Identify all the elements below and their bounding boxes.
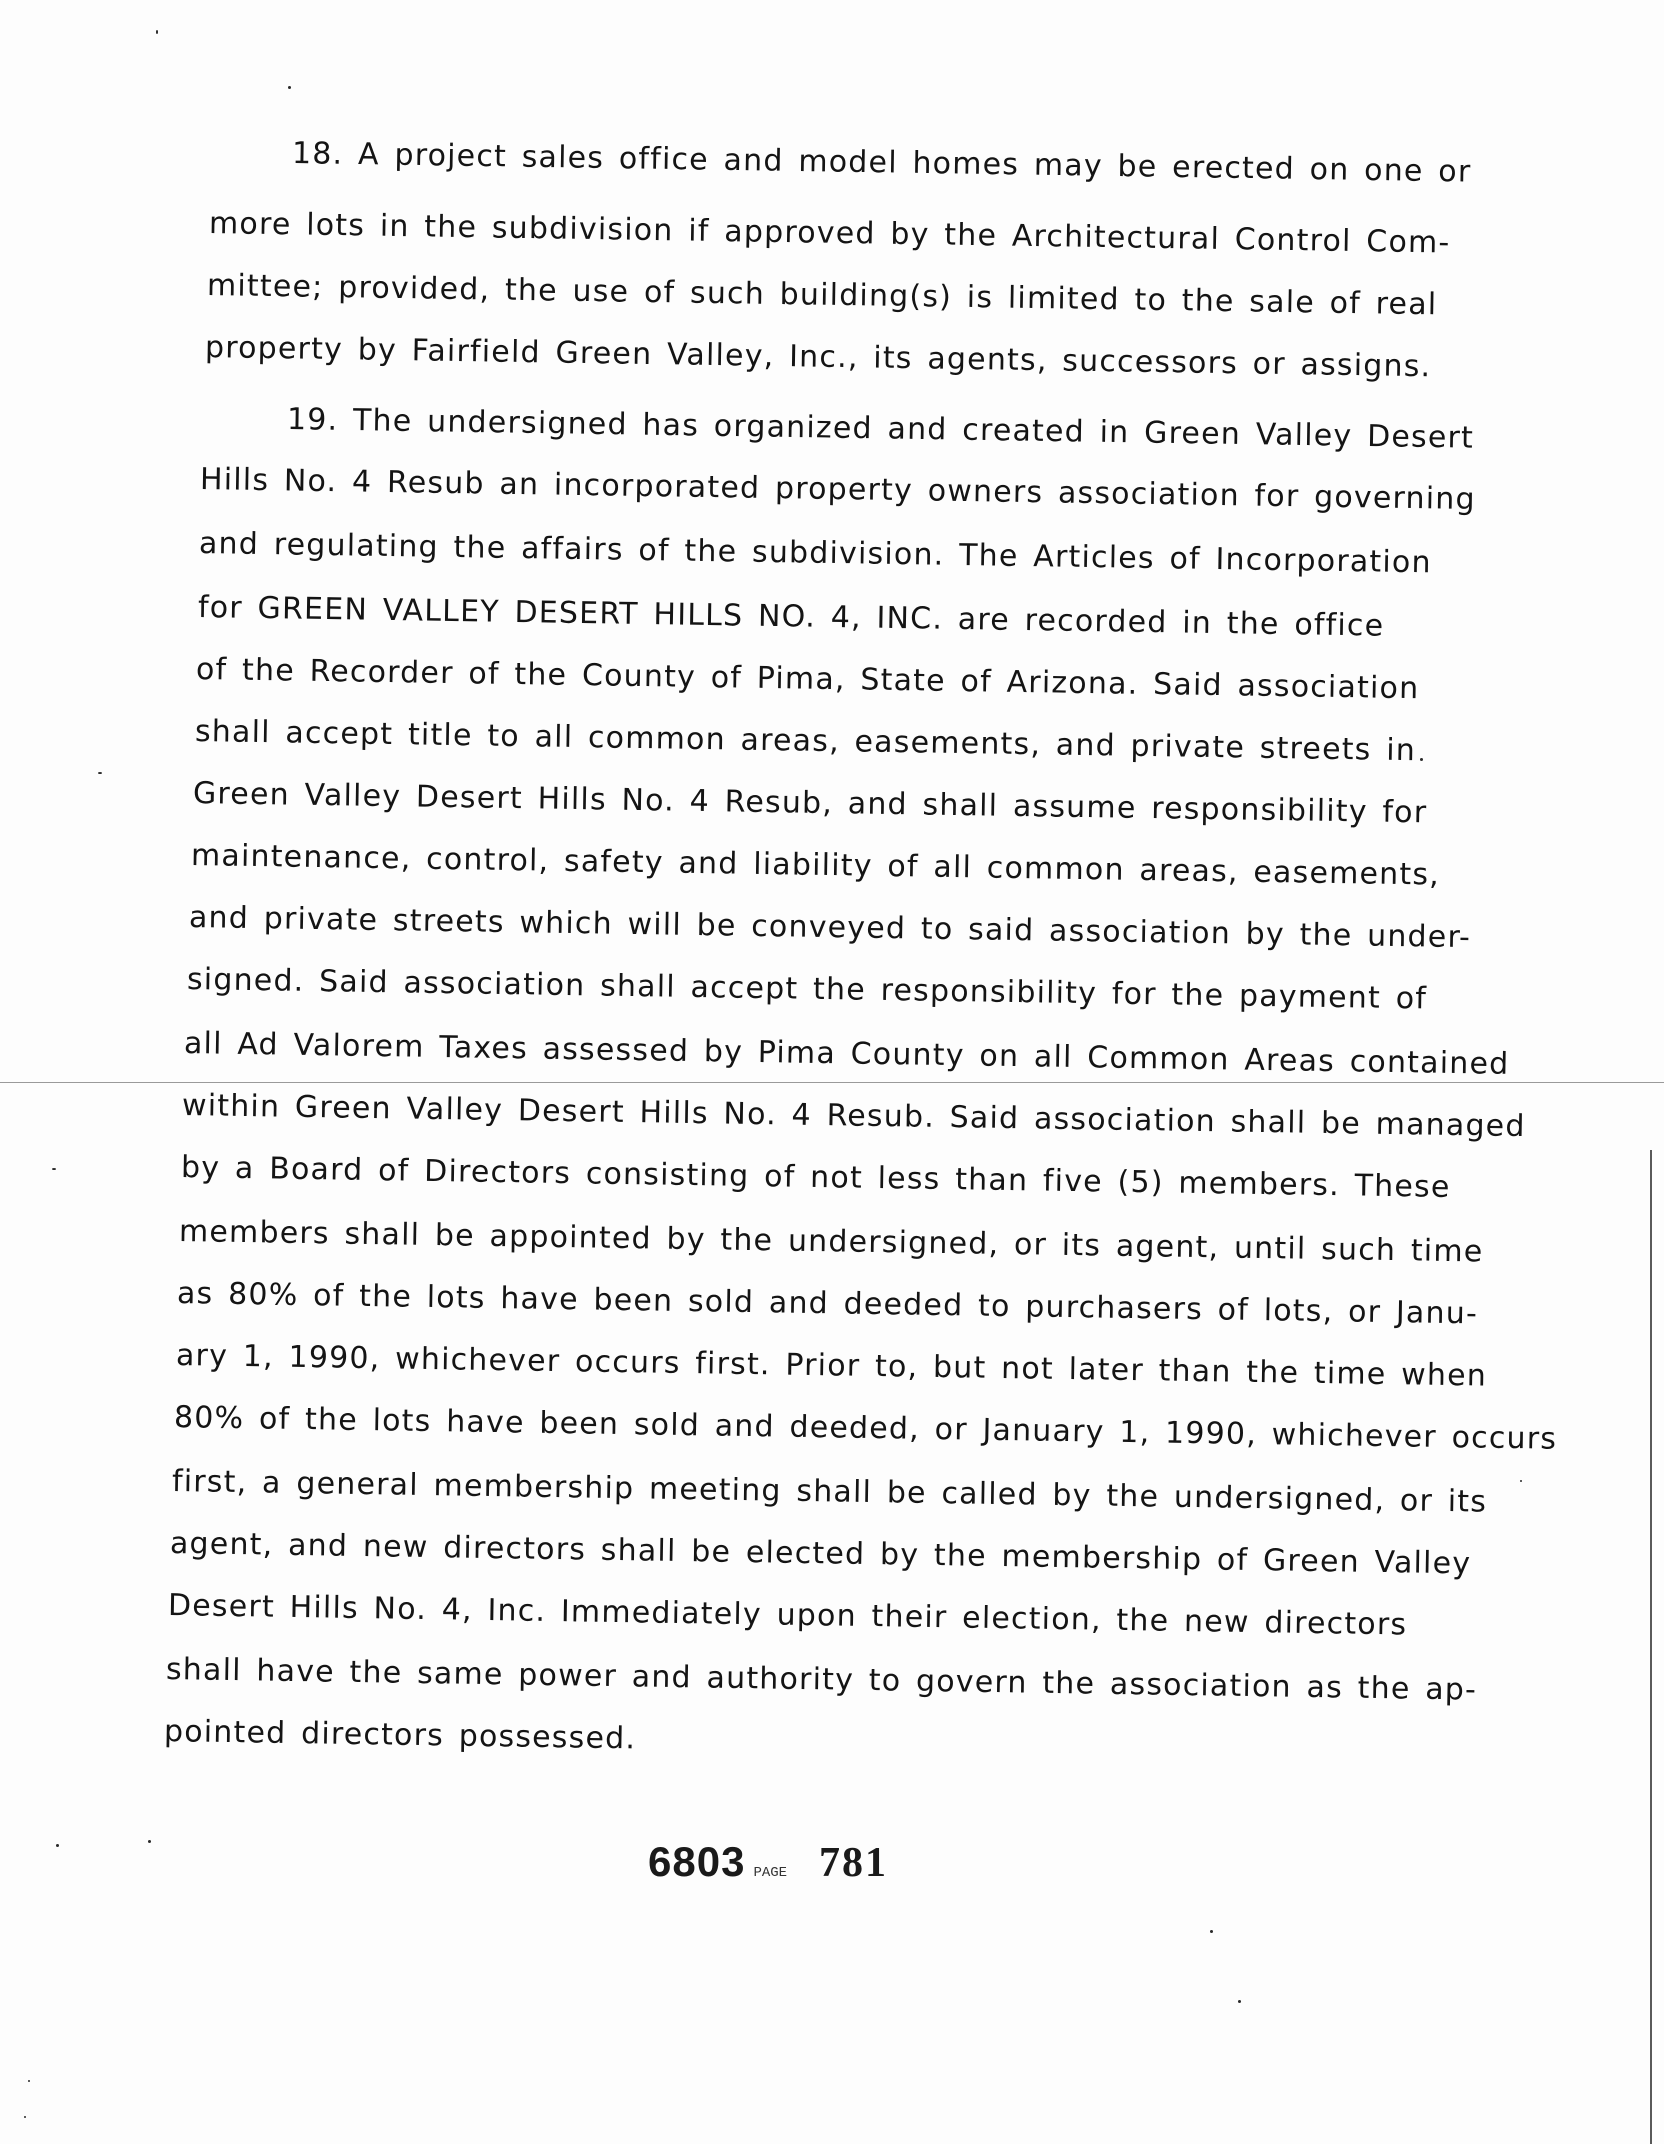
scan-speck — [28, 2080, 30, 2082]
scan-speck — [1210, 1930, 1213, 1933]
text-line: 19. The undersigned has organized and created in Green Valley Desert — [286, 402, 1475, 456]
text-line: 18. A project sales office and model homes may be erected on one or — [291, 136, 1472, 190]
scan-speck — [56, 1844, 59, 1847]
text-line: agent, and new directors shall be elected by the membership of Green Valley — [169, 1526, 1472, 1582]
text-line: and regulating the affairs of the subdivision. The Articles of Incorporation — [198, 526, 1432, 581]
scan-speck — [98, 772, 102, 774]
text-line: Green Valley Desert Hills No. 4 Resub, and shall assume responsibility for — [192, 776, 1428, 831]
page-number: 781 — [819, 1840, 889, 1886]
text-line: by a Board of Directors consisting of not less than five (5) members. These — [180, 1150, 1451, 1205]
text-line: members shall be appointed by the undersigned, or its agent, until such time — [178, 1214, 1484, 1270]
text-line: of the Recorder of the County of Pima, State of Arizona. Said association — [195, 652, 1420, 707]
scan-fold-line — [0, 1082, 1664, 1083]
scan-speck — [148, 1840, 151, 1843]
text-line: all Ad Valorem Taxes assessed by Pima County on all Common Areas contained — [183, 1026, 1510, 1082]
text-line: Hills No. 4 Resub an incorporated property owners association for governing — [199, 462, 1477, 518]
text-line: for GREEN VALLEY DESERT HILLS NO. 4, INC. are recorded in the office — [197, 590, 1385, 644]
scan-speck — [1238, 2000, 1241, 2003]
text-line: maintenance, control, safety and liability of all common areas, easements, — [190, 838, 1441, 893]
text-line: as 80% of the lots have been sold and deeded to purchasers of lots, or Janu- — [176, 1276, 1479, 1332]
recording-stamp — [648, 1838, 888, 1894]
scan-speck — [52, 1168, 56, 1170]
text-line: pointed directors possessed. — [163, 1714, 637, 1757]
text-line: Desert Hills No. 4, Inc. Immediately upon their election, the new directors — [167, 1588, 1408, 1643]
text-line: shall accept title to all common areas, easements, and private streets in — [194, 714, 1417, 769]
text-line: 80% of the lots have been sold and deeded, or January 1, 1990, whichever occurs — [173, 1400, 1558, 1457]
text-line: and private streets which will be conveyed to said association by the under- — [188, 900, 1472, 956]
scan-speck — [156, 30, 158, 34]
text-line: property by Fairfield Green Valley, Inc., its agents, successors or assigns. — [204, 330, 1432, 385]
scan-speck — [24, 2116, 26, 2118]
scan-speck — [1420, 758, 1423, 761]
text-line: first, a general membership meeting shall be called by the undersigned, or its — [171, 1464, 1488, 1520]
docket-number: 6803 — [648, 1838, 746, 1885]
text-line: more lots in the subdivision if approved by the Architectural Control Com- — [208, 206, 1451, 261]
text-line: shall have the same power and authority to govern the association as the ap- — [165, 1652, 1478, 1708]
text-line: mittee; provided, the use of such building(s) is limited to the sale of real — [206, 268, 1438, 323]
page-edge-line — [1650, 1150, 1652, 2144]
page-label: PAGE — [753, 1865, 788, 1881]
text-line: ary 1, 1990, whichever occurs first. Prior to, but not later than the time when — [175, 1338, 1488, 1394]
scan-speck — [1520, 1480, 1522, 1482]
scan-speck — [288, 86, 291, 89]
text-line: signed. Said association shall accept the responsibility for the payment of — [186, 962, 1428, 1017]
text-line: within Green Valley Desert Hills No. 4 Resub. Said association shall be managed — [181, 1088, 1526, 1145]
